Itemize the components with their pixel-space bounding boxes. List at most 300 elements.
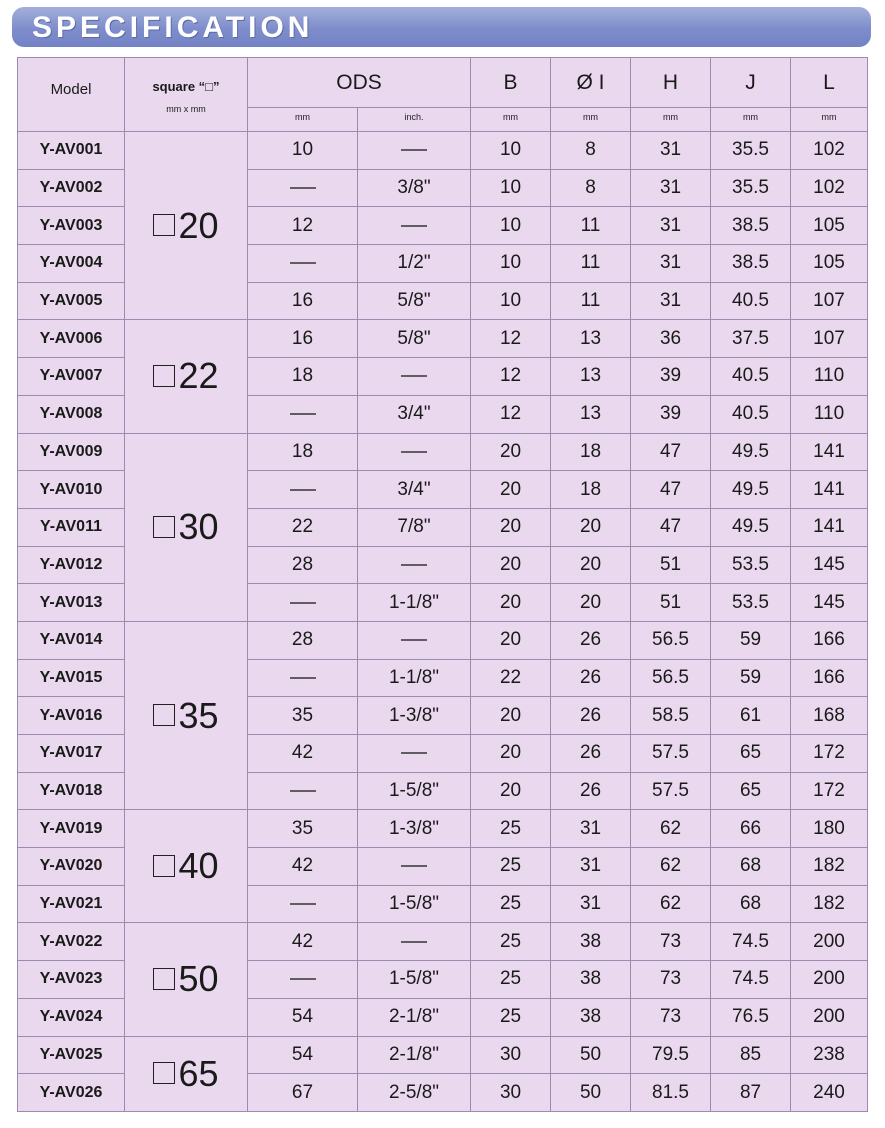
b-value: 10	[499, 252, 522, 274]
b-value: 25	[499, 930, 522, 952]
ods-mm-cell	[248, 810, 358, 848]
j-value: 53.5	[732, 591, 769, 613]
j-cell	[711, 395, 791, 433]
ods-mm-value: 16	[291, 290, 314, 312]
h-cell	[631, 885, 711, 923]
ods-mm-cell	[248, 169, 358, 207]
j-cell	[711, 697, 791, 735]
j-value: 76.5	[732, 1006, 769, 1028]
square-size-cell	[125, 923, 248, 1036]
ods-mm-cell	[248, 772, 358, 810]
square-symbol-icon	[153, 855, 175, 877]
table-row	[18, 923, 868, 961]
table-row	[18, 320, 868, 358]
l-value: 200	[813, 968, 845, 990]
square-header-unit: mm x mm	[166, 104, 206, 114]
b-cell	[471, 508, 551, 546]
i-value: 31	[579, 817, 602, 839]
model-cell: Y-AV001	[18, 132, 125, 170]
j-cell	[711, 1036, 791, 1074]
l-cell	[791, 885, 868, 923]
specification-table	[17, 57, 868, 1112]
ods-header: ODS	[248, 58, 471, 108]
ods-mm-value	[290, 677, 316, 679]
h-value: 73	[659, 1006, 682, 1028]
j-value: 87	[739, 1081, 762, 1103]
i-cell	[551, 998, 631, 1036]
j-value: 49.5	[732, 440, 769, 462]
j-value: 35.5	[732, 177, 769, 199]
model-cell: Y-AV013	[18, 584, 125, 622]
i-value: 50	[579, 1043, 602, 1065]
l-value: 166	[813, 629, 845, 651]
j-cell	[711, 735, 791, 773]
b-cell	[471, 659, 551, 697]
h-value: 31	[659, 139, 682, 161]
h-cell	[631, 207, 711, 245]
square-symbol-icon	[153, 1062, 175, 1084]
j-cell	[711, 621, 791, 659]
ods-mm-cell	[248, 282, 358, 320]
i-cell	[551, 735, 631, 773]
j-cell	[711, 207, 791, 245]
i-value: 8	[585, 177, 596, 199]
i-unit: mm	[551, 108, 631, 132]
i-value: 13	[579, 365, 602, 387]
b-value: 20	[499, 553, 522, 575]
ods-mm-value: 18	[291, 440, 314, 462]
ods-inch-value: 2-1/8"	[388, 1006, 440, 1028]
ods-mm-value: 67	[291, 1081, 314, 1103]
ods-inch-value: 1-1/8"	[388, 666, 440, 688]
b-cell	[471, 358, 551, 396]
ods-mm-cell	[248, 659, 358, 697]
model-cell: Y-AV002	[18, 169, 125, 207]
i-cell	[551, 508, 631, 546]
i-cell	[551, 320, 631, 358]
ods-inch-cell	[358, 810, 471, 848]
specification-rows	[18, 132, 868, 1112]
b-value: 25	[499, 1006, 522, 1028]
square-size-value: 35	[178, 694, 219, 736]
ods-mm-cell	[248, 621, 358, 659]
b-value: 20	[499, 591, 522, 613]
l-value: 166	[813, 666, 845, 688]
b-cell	[471, 169, 551, 207]
model-cell: Y-AV015	[18, 659, 125, 697]
i-value: 18	[579, 440, 602, 462]
ods-mm-cell	[248, 735, 358, 773]
b-value: 10	[499, 290, 522, 312]
b-cell	[471, 245, 551, 283]
b-value: 30	[499, 1043, 522, 1065]
h-cell	[631, 471, 711, 509]
b-value: 10	[499, 139, 522, 161]
b-cell	[471, 735, 551, 773]
model-cell: Y-AV008	[18, 395, 125, 433]
l-unit: mm	[791, 108, 868, 132]
model-cell: Y-AV016	[18, 697, 125, 735]
ods-mm-cell	[248, 207, 358, 245]
ods-inch-cell	[358, 433, 471, 471]
b-cell	[471, 810, 551, 848]
i-value: 20	[579, 516, 602, 538]
l-value: 141	[813, 440, 845, 462]
h-cell	[631, 1074, 711, 1112]
square-size-value: 40	[178, 845, 219, 887]
l-value: 105	[813, 252, 845, 274]
square-size-value: 50	[178, 958, 219, 1000]
l-cell	[791, 1036, 868, 1074]
h-value: 31	[659, 214, 682, 236]
j-value: 40.5	[732, 403, 769, 425]
b-cell	[471, 961, 551, 999]
square-size-value: 20	[178, 204, 219, 246]
b-cell	[471, 885, 551, 923]
h-cell	[631, 961, 711, 999]
h-cell	[631, 320, 711, 358]
j-cell	[711, 169, 791, 207]
model-cell: Y-AV021	[18, 885, 125, 923]
l-cell	[791, 169, 868, 207]
h-cell	[631, 697, 711, 735]
ods-mm-cell	[248, 245, 358, 283]
i-cell	[551, 282, 631, 320]
h-value: 51	[659, 591, 682, 613]
ods-inch-cell	[358, 772, 471, 810]
h-cell	[631, 923, 711, 961]
table-row	[18, 1036, 868, 1074]
square-symbol-icon	[153, 968, 175, 990]
ods-inch-value: 7/8"	[397, 516, 431, 538]
j-value: 40.5	[732, 365, 769, 387]
ods-inch-value: 1-3/8"	[388, 704, 440, 726]
ods-inch-value	[401, 639, 427, 641]
i-value: 38	[579, 930, 602, 952]
h-value: 57.5	[652, 742, 689, 764]
i-cell	[551, 621, 631, 659]
j-value: 61	[739, 704, 762, 726]
b-cell	[471, 395, 551, 433]
l-value: 172	[813, 780, 845, 802]
ods-inch-value	[401, 564, 427, 566]
model-cell: Y-AV003	[18, 207, 125, 245]
j-value: 68	[739, 893, 762, 915]
l-value: 145	[813, 591, 845, 613]
ods-mm-value: 28	[291, 553, 314, 575]
ods-inch-cell	[358, 848, 471, 886]
i-cell	[551, 659, 631, 697]
model-cell: Y-AV024	[18, 998, 125, 1036]
ods-mm-cell	[248, 320, 358, 358]
square-size-cell	[125, 621, 248, 809]
h-cell	[631, 282, 711, 320]
i-cell	[551, 848, 631, 886]
ods-inch-cell	[358, 207, 471, 245]
ods-inch-value: 3/4"	[397, 478, 431, 500]
j-cell	[711, 132, 791, 170]
i-cell	[551, 961, 631, 999]
j-cell	[711, 546, 791, 584]
ods-mm-value: 18	[291, 365, 314, 387]
h-value: 47	[659, 478, 682, 500]
ods-inch-value	[401, 225, 427, 227]
ods-inch-cell	[358, 358, 471, 396]
ods-inch-value	[401, 865, 427, 867]
ods-inch-value: 2-1/8"	[388, 1043, 440, 1065]
h-value: 62	[659, 893, 682, 915]
h-value: 73	[659, 930, 682, 952]
h-cell	[631, 508, 711, 546]
h-cell	[631, 395, 711, 433]
square-size-cell	[125, 1036, 248, 1111]
ods-inch-value: 5/8"	[397, 327, 431, 349]
h-value: 51	[659, 553, 682, 575]
l-value: 182	[813, 893, 845, 915]
table-row	[18, 433, 868, 471]
model-cell: Y-AV004	[18, 245, 125, 283]
ods-inch-cell	[358, 1036, 471, 1074]
ods-inch-cell	[358, 961, 471, 999]
b-value: 12	[499, 327, 522, 349]
model-cell: Y-AV022	[18, 923, 125, 961]
j-value: 40.5	[732, 290, 769, 312]
h-header: H	[631, 58, 711, 108]
b-cell	[471, 621, 551, 659]
model-cell: Y-AV017	[18, 735, 125, 773]
i-header: Ø I	[551, 58, 631, 108]
h-cell	[631, 169, 711, 207]
h-cell	[631, 358, 711, 396]
j-value: 65	[739, 742, 762, 764]
b-cell	[471, 433, 551, 471]
b-cell	[471, 132, 551, 170]
model-cell: Y-AV023	[18, 961, 125, 999]
ods-inch-value: 1-1/8"	[388, 591, 440, 613]
h-value: 79.5	[652, 1043, 689, 1065]
ods-inch-value	[401, 752, 427, 754]
l-value: 145	[813, 553, 845, 575]
l-value: 200	[813, 1006, 845, 1028]
l-cell	[791, 471, 868, 509]
j-header: J	[711, 58, 791, 108]
i-value: 20	[579, 553, 602, 575]
square-size-cell	[125, 132, 248, 320]
l-value: 182	[813, 855, 845, 877]
l-cell	[791, 245, 868, 283]
ods-mm-cell	[248, 998, 358, 1036]
ods-mm-value: 54	[291, 1043, 314, 1065]
l-cell	[791, 735, 868, 773]
i-value: 11	[580, 290, 601, 312]
model-cell: Y-AV025	[18, 1036, 125, 1074]
i-value: 38	[579, 968, 602, 990]
ods-mm-cell	[248, 508, 358, 546]
i-cell	[551, 169, 631, 207]
i-value: 31	[579, 893, 602, 915]
l-cell	[791, 659, 868, 697]
l-cell	[791, 395, 868, 433]
l-cell	[791, 584, 868, 622]
b-cell	[471, 546, 551, 584]
model-cell: Y-AV020	[18, 848, 125, 886]
b-cell	[471, 923, 551, 961]
ods-inch-value: 2-5/8"	[388, 1081, 440, 1103]
i-cell	[551, 245, 631, 283]
ods-mm-value: 28	[291, 629, 314, 651]
b-value: 20	[499, 780, 522, 802]
i-value: 11	[580, 214, 601, 236]
ods-inch-value: 3/8"	[397, 177, 431, 199]
ods-mm-cell	[248, 471, 358, 509]
square-header-title: square “□”	[152, 79, 220, 94]
i-value: 18	[579, 478, 602, 500]
j-value: 35.5	[732, 139, 769, 161]
j-cell	[711, 320, 791, 358]
b-value: 20	[499, 742, 522, 764]
specification-banner	[12, 7, 871, 47]
j-value: 59	[739, 629, 762, 651]
l-value: 110	[813, 403, 845, 425]
i-value: 13	[579, 403, 602, 425]
table-row	[18, 810, 868, 848]
i-value: 31	[579, 855, 602, 877]
l-cell	[791, 961, 868, 999]
ods-mm-value: 35	[291, 704, 314, 726]
b-value: 12	[499, 365, 522, 387]
l-cell	[791, 132, 868, 170]
model-cell: Y-AV005	[18, 282, 125, 320]
square-size-cell	[125, 320, 248, 433]
j-cell	[711, 282, 791, 320]
j-cell	[711, 961, 791, 999]
i-cell	[551, 395, 631, 433]
j-cell	[711, 471, 791, 509]
h-value: 31	[659, 177, 682, 199]
i-value: 50	[579, 1081, 602, 1103]
j-cell	[711, 810, 791, 848]
ods-inch-cell	[358, 132, 471, 170]
j-cell	[711, 508, 791, 546]
ods-mm-value: 42	[291, 930, 314, 952]
b-value: 10	[499, 214, 522, 236]
l-header: L	[791, 58, 868, 108]
i-cell	[551, 207, 631, 245]
square-size-value: 30	[178, 506, 219, 548]
j-value: 68	[739, 855, 762, 877]
j-cell	[711, 584, 791, 622]
i-cell	[551, 471, 631, 509]
square-size-cell	[125, 810, 248, 923]
square-header	[125, 58, 248, 132]
ods-mm-value: 16	[291, 327, 314, 349]
ods-mm-unit: mm	[248, 108, 358, 132]
ods-inch-value: 1-5/8"	[388, 780, 440, 802]
l-value: 172	[813, 742, 845, 764]
model-cell: Y-AV011	[18, 508, 125, 546]
ods-mm-value	[290, 978, 316, 980]
b-value: 25	[499, 855, 522, 877]
h-cell	[631, 772, 711, 810]
ods-mm-value	[290, 903, 316, 905]
b-cell	[471, 471, 551, 509]
h-cell	[631, 1036, 711, 1074]
ods-inch-unit: inch.	[358, 108, 471, 132]
ods-mm-cell	[248, 584, 358, 622]
i-cell	[551, 433, 631, 471]
h-value: 62	[659, 817, 682, 839]
ods-inch-cell	[358, 923, 471, 961]
ods-inch-cell	[358, 169, 471, 207]
l-value: 141	[813, 516, 845, 538]
model-cell: Y-AV019	[18, 810, 125, 848]
b-value: 25	[499, 893, 522, 915]
h-cell	[631, 433, 711, 471]
ods-inch-value	[401, 375, 427, 377]
b-value: 20	[499, 478, 522, 500]
l-cell	[791, 508, 868, 546]
h-value: 73	[659, 968, 682, 990]
l-value: 200	[813, 930, 845, 952]
b-value: 22	[499, 666, 522, 688]
ods-inch-cell	[358, 471, 471, 509]
l-value: 141	[813, 478, 845, 500]
i-cell	[551, 923, 631, 961]
l-cell	[791, 810, 868, 848]
h-value: 36	[659, 327, 682, 349]
ods-mm-cell	[248, 923, 358, 961]
ods-inch-cell	[358, 735, 471, 773]
j-cell	[711, 433, 791, 471]
h-cell	[631, 810, 711, 848]
l-value: 107	[813, 327, 845, 349]
l-value: 102	[813, 139, 845, 161]
i-value: 26	[579, 666, 602, 688]
ods-inch-cell	[358, 395, 471, 433]
ods-mm-value: 12	[291, 214, 314, 236]
l-value: 110	[813, 365, 845, 387]
ods-inch-value: 1/2"	[397, 252, 431, 274]
h-cell	[631, 245, 711, 283]
h-value: 39	[659, 403, 682, 425]
j-cell	[711, 1074, 791, 1112]
i-cell	[551, 1074, 631, 1112]
ods-mm-value: 42	[291, 742, 314, 764]
j-cell	[711, 998, 791, 1036]
h-value: 62	[659, 855, 682, 877]
j-cell	[711, 659, 791, 697]
square-symbol-icon	[153, 516, 175, 538]
h-cell	[631, 621, 711, 659]
l-value: 240	[813, 1081, 845, 1103]
ods-inch-value: 1-5/8"	[388, 968, 440, 990]
b-value: 20	[499, 704, 522, 726]
l-cell	[791, 546, 868, 584]
j-value: 65	[739, 780, 762, 802]
ods-mm-cell	[248, 1074, 358, 1112]
ods-inch-value	[401, 149, 427, 151]
b-value: 25	[499, 968, 522, 990]
b-unit: mm	[471, 108, 551, 132]
ods-inch-cell	[358, 1074, 471, 1112]
j-value: 38.5	[732, 252, 769, 274]
table-row	[18, 621, 868, 659]
b-value: 25	[499, 817, 522, 839]
i-cell	[551, 584, 631, 622]
j-unit: mm	[711, 108, 791, 132]
i-cell	[551, 772, 631, 810]
b-cell	[471, 772, 551, 810]
